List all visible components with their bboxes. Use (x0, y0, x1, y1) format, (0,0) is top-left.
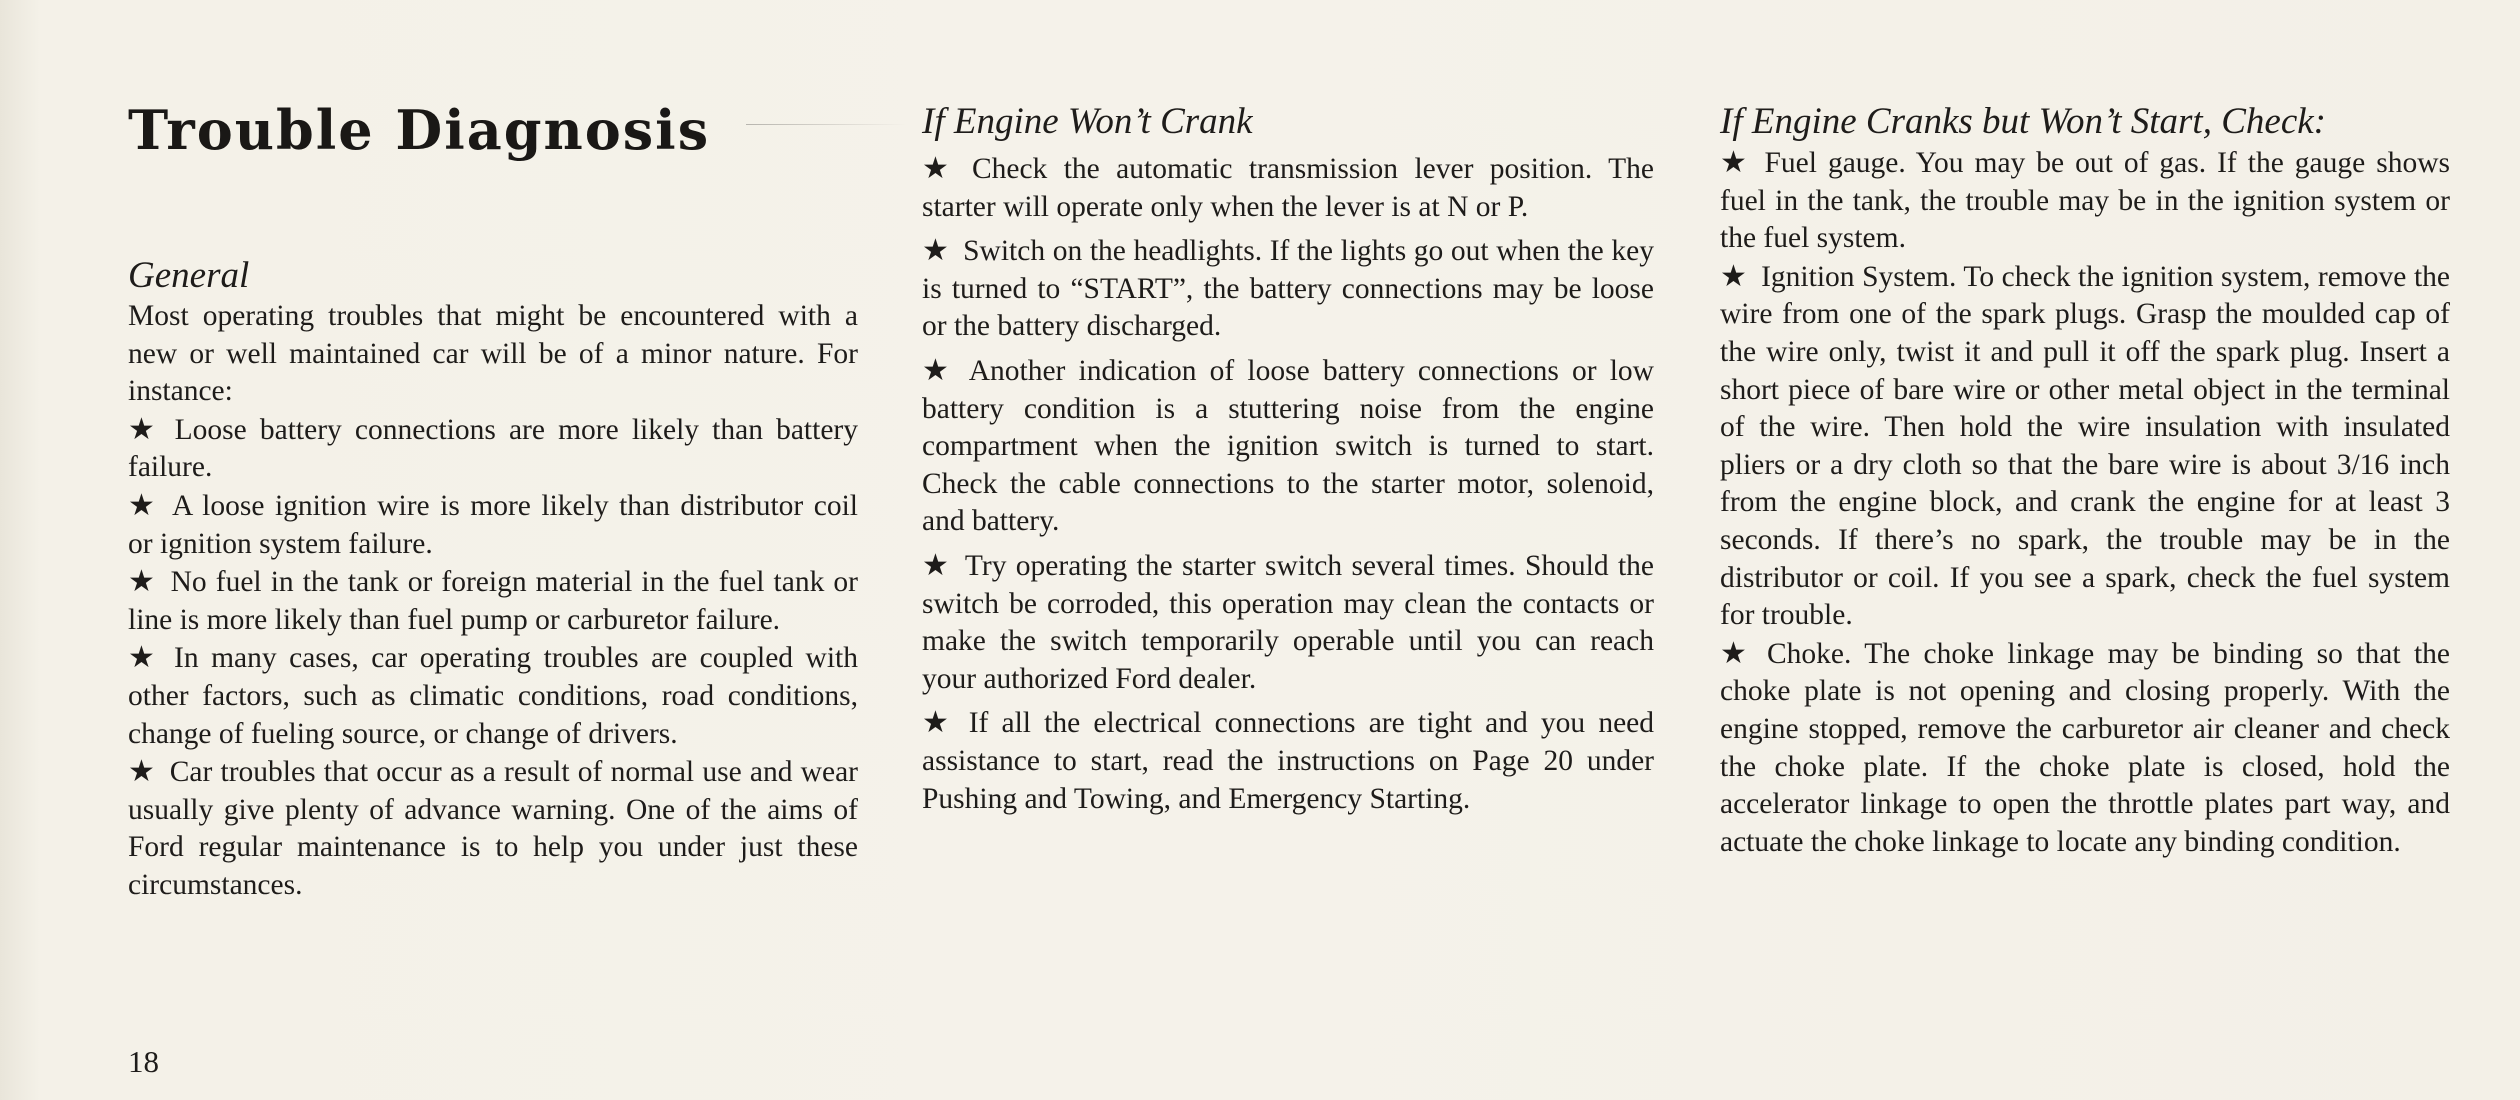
list-item-text: If all the electrical connections are tight and you need assistance to start, read the instructions on Page 20 under Pushing and Towing, and Emergency Starting. (922, 707, 1655, 815)
list-item-text: No fuel in the tank or foreign material in the fuel tank or line is more likely than fuel pump or carburetor failure. (128, 566, 858, 636)
list-item-text: In many cases, car operating troubles are coupled with other factors, such as climatic conditions, road conditions, change of fueling source, or change of drivers. (128, 642, 858, 750)
page-title: Trouble Diagnosis (128, 98, 711, 162)
list-item (128, 411, 858, 487)
star-icon: ★ (128, 564, 157, 600)
list-item (922, 352, 1654, 541)
star-icon: ★ (128, 411, 161, 447)
list-item (922, 150, 1654, 226)
page-number: 18 (128, 1044, 159, 1079)
star-icon: ★ (922, 233, 950, 269)
list-item-text: Another indication of loose battery connections or low battery condition is a stuttering noise from the engine compartment when the ignition switch is turned to start. Check the cable connections to the starter motor, solenoid, and battery. (922, 354, 1654, 538)
section-heading-cranks-wont-start: If Engine Cranks but Won’t Start, Check: (1720, 101, 2326, 142)
list-item-text: Car troubles that occur as a result of normal use and wear usually give plenty of advance warning. One of the aims of Ford regular maintenance is to help you under just these circumstances. (128, 756, 858, 901)
section-heading-wont-crank: If Engine Won’t Crank (922, 101, 1253, 142)
star-icon: ★ (128, 754, 156, 790)
intro-paragraph: Most operating troubles that might be encountered with a new or well maintained car will be of a minor nature. For instance: (128, 300, 858, 408)
list-item (922, 704, 1654, 818)
list-item (1720, 635, 2450, 862)
star-icon: ★ (1720, 145, 1751, 180)
star-icon: ★ (922, 705, 955, 741)
list-item-text: Check the automatic transmission lever position. The starter will operate only when the lever is at N or P. (922, 153, 1654, 223)
list-item (128, 639, 858, 753)
list-item-text: Switch on the headlights. If the lights go out when the key is turned to “START”, the battery connections may be loose or the battery discharged. (922, 235, 1654, 343)
list-item (128, 563, 858, 639)
section-body-cranks-wont-start (1720, 144, 2450, 861)
section-body-wont-crank (922, 150, 1654, 818)
list-item (922, 232, 1654, 346)
title-rule (746, 124, 906, 125)
star-icon: ★ (922, 547, 951, 583)
list-item-text: Try operating the starter switch several times. Should the switch be corroded, this operation may clean the contacts or make the switch temporarily operable until you can reach your authorized Ford dealer. (922, 549, 1654, 695)
list-item-text: Ignition System. To check the ignition system, remove the wire from one of the spark plugs. Grasp the moulded cap of the wire only, twist it and pull it off the spark plug. Insert a short piece of bare wire or other metal object in the terminal of the wire. Then hold the wire insulation with insulated pliers or a dry cloth so that the bare wire is about 3/16 inch from the engine block, and crank the engine for at least 3 seconds. If there’s no spark, the trouble may be in the distributor or coil. If you see a spark, check the fuel system for trouble. (1720, 260, 2450, 632)
section-body-general (128, 298, 858, 905)
star-icon: ★ (1720, 258, 1748, 294)
list-item (922, 547, 1654, 698)
list-item-text: Loose battery connections are more likely than battery failure. (128, 413, 858, 484)
star-icon: ★ (1720, 635, 1753, 671)
section-heading-general: General (128, 255, 250, 296)
star-icon: ★ (128, 640, 161, 676)
list-item (1720, 258, 2450, 635)
star-icon: ★ (128, 487, 159, 523)
list-item-text: A loose ignition wire is more likely than distributor coil or ignition system failure. (128, 489, 858, 560)
star-icon: ★ (922, 352, 955, 388)
list-item (1720, 144, 2450, 258)
star-icon: ★ (922, 151, 958, 186)
list-item (128, 753, 858, 904)
list-item-text: Fuel gauge. You may be out of gas. If the gauge shows fuel in the tank, the trouble may be in the ignition system or the fuel system. (1720, 147, 2450, 255)
list-item (128, 487, 858, 563)
list-item-text: Choke. The choke linkage may be binding so that the choke plate is not opening and closing properly. With the engine stopped, remove the carburetor air cleaner and check the choke plate. If the choke plate is closed, hold the accelerator linkage to open the throttle plates part way, and actuate the choke linkage to locate any binding condition. (1720, 637, 2450, 858)
